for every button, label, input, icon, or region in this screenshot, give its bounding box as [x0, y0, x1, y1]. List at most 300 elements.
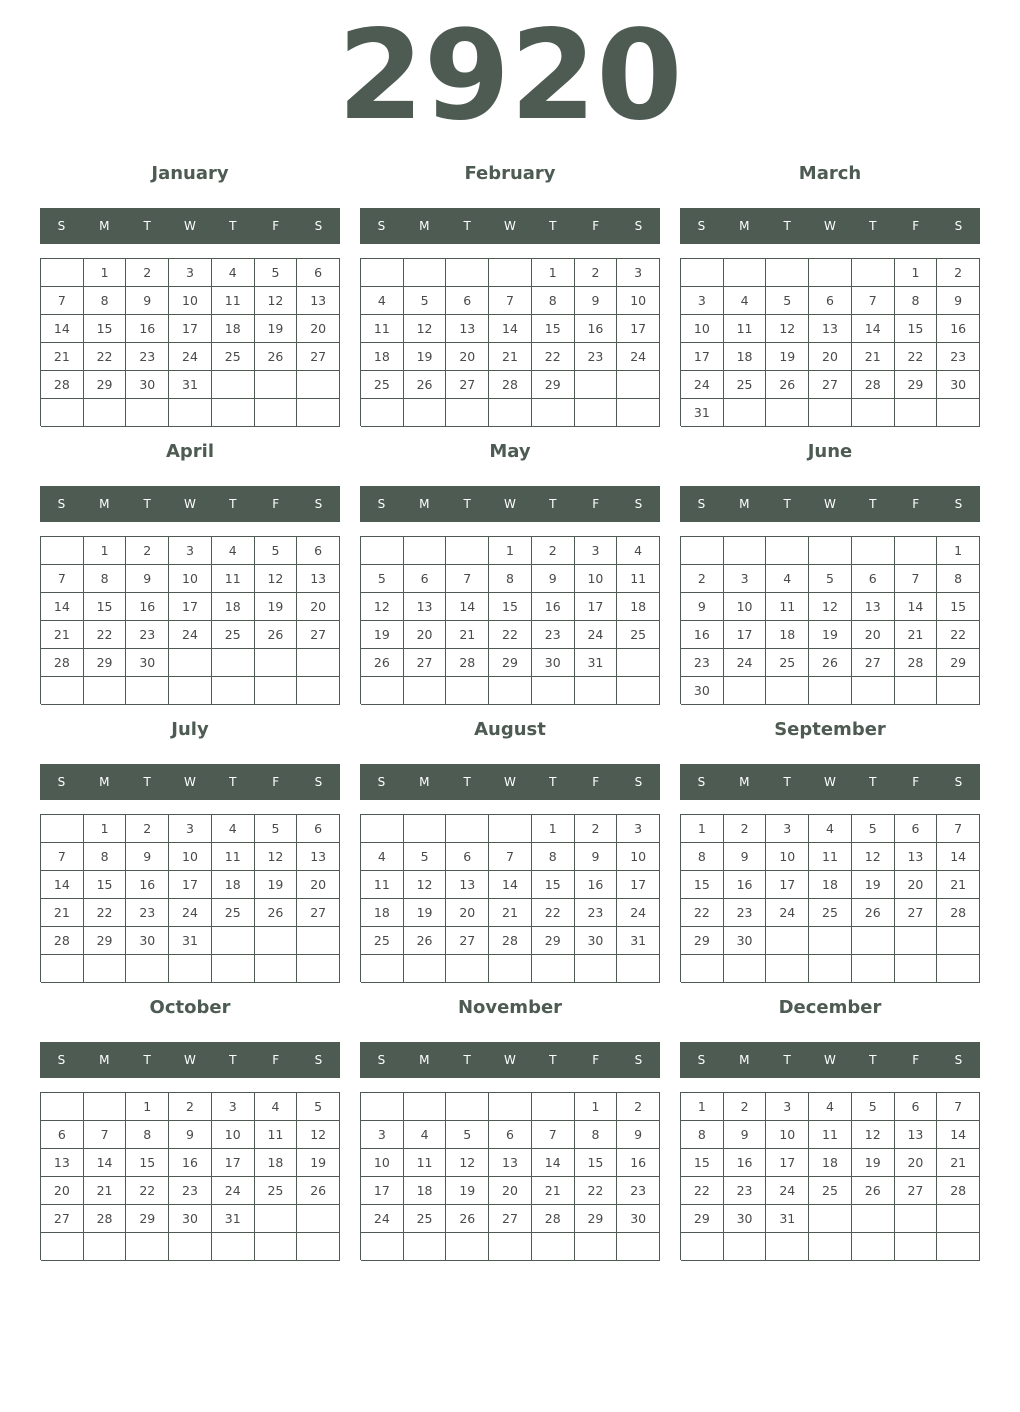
day-cell: 2: [532, 537, 575, 565]
day-cell: 1: [681, 815, 724, 843]
empty-cell: [212, 371, 255, 399]
day-cell: 30: [126, 927, 169, 955]
empty-cell: [297, 649, 340, 677]
day-cell: 4: [212, 537, 255, 565]
month-name: July: [171, 719, 209, 740]
day-cell: 18: [809, 871, 852, 899]
day-cell: 17: [169, 593, 212, 621]
day-cell: 18: [212, 871, 255, 899]
day-cell: 22: [681, 1177, 724, 1205]
day-cell: 13: [489, 1149, 532, 1177]
day-grid: [360, 1092, 660, 1260]
day-cell: 14: [446, 593, 489, 621]
day-cell: 2: [575, 259, 618, 287]
day-cell: 30: [126, 649, 169, 677]
day-cell: 16: [126, 315, 169, 343]
day-cell: 26: [766, 371, 809, 399]
month-name: February: [464, 163, 556, 184]
day-cell: 9: [575, 843, 618, 871]
day-cell: 10: [617, 287, 660, 315]
day-cell: 7: [852, 287, 895, 315]
day-cell: 28: [937, 899, 980, 927]
empty-cell: [617, 649, 660, 677]
day-cell: 16: [724, 871, 767, 899]
day-cell: 21: [41, 621, 84, 649]
empty-cell: [681, 537, 724, 565]
day-cell: 23: [126, 343, 169, 371]
day-cell: 8: [937, 565, 980, 593]
day-cell: 27: [297, 621, 340, 649]
weekday-label: T: [229, 1053, 237, 1067]
day-cell: 4: [809, 815, 852, 843]
day-cell: 4: [766, 565, 809, 593]
day-cell: 17: [575, 593, 618, 621]
day-cell: 11: [724, 315, 767, 343]
day-cell: 27: [446, 927, 489, 955]
empty-cell: [361, 677, 404, 705]
empty-cell: [852, 537, 895, 565]
empty-cell: [126, 399, 169, 427]
weekday-label: M: [419, 219, 430, 233]
weekday-header: [680, 764, 980, 800]
weekday-label: M: [419, 497, 430, 511]
day-cell: 8: [532, 287, 575, 315]
day-cell: 30: [532, 649, 575, 677]
day-cell: 28: [489, 927, 532, 955]
weekday-label: W: [504, 497, 516, 511]
day-cell: 13: [297, 843, 340, 871]
empty-cell: [446, 537, 489, 565]
day-cell: 5: [255, 815, 298, 843]
weekday-header: [40, 208, 340, 244]
empty-cell: [126, 1233, 169, 1261]
weekday-label: S: [57, 1053, 66, 1067]
weekday-label: T: [143, 775, 151, 789]
day-cell: 6: [852, 565, 895, 593]
empty-cell: [41, 1233, 84, 1261]
weekday-header: [360, 1042, 660, 1078]
day-cell: 7: [41, 287, 84, 315]
empty-cell: [852, 259, 895, 287]
day-cell: 13: [809, 315, 852, 343]
day-cell: 20: [297, 315, 340, 343]
day-cell: 14: [41, 871, 84, 899]
day-cell: 26: [255, 621, 298, 649]
day-cell: 17: [617, 871, 660, 899]
day-cell: 21: [41, 343, 84, 371]
empty-cell: [361, 955, 404, 983]
weekday-label: S: [57, 219, 66, 233]
day-cell: 23: [169, 1177, 212, 1205]
day-cell: 12: [404, 315, 447, 343]
empty-cell: [361, 1093, 404, 1121]
day-cell: 28: [532, 1205, 575, 1233]
empty-cell: [41, 955, 84, 983]
empty-cell: [724, 399, 767, 427]
day-cell: 17: [617, 315, 660, 343]
weekday-header: [680, 486, 980, 522]
empty-cell: [41, 677, 84, 705]
day-cell: 29: [489, 649, 532, 677]
day-cell: 4: [255, 1093, 298, 1121]
month-name: May: [489, 441, 531, 462]
day-cell: 25: [809, 899, 852, 927]
day-cell: 18: [361, 899, 404, 927]
day-cell: 24: [617, 899, 660, 927]
empty-cell: [575, 1233, 618, 1261]
empty-cell: [724, 677, 767, 705]
day-cell: 26: [809, 649, 852, 677]
day-cell: 6: [895, 815, 938, 843]
day-cell: 10: [617, 843, 660, 871]
day-cell: 30: [937, 371, 980, 399]
day-cell: 31: [169, 371, 212, 399]
empty-cell: [895, 399, 938, 427]
month-name: October: [149, 997, 231, 1018]
empty-cell: [809, 955, 852, 983]
day-cell: 19: [852, 1149, 895, 1177]
day-cell: 28: [41, 371, 84, 399]
day-cell: 17: [361, 1177, 404, 1205]
day-cell: 25: [212, 343, 255, 371]
empty-cell: [361, 1233, 404, 1261]
day-cell: 8: [84, 287, 127, 315]
weekday-label: S: [377, 219, 386, 233]
day-grid: [680, 258, 980, 426]
weekday-label: T: [783, 1053, 791, 1067]
empty-cell: [404, 1093, 447, 1121]
empty-cell: [212, 649, 255, 677]
empty-cell: [809, 537, 852, 565]
empty-cell: [724, 955, 767, 983]
day-cell: 21: [489, 343, 532, 371]
empty-cell: [937, 927, 980, 955]
day-cell: 9: [169, 1121, 212, 1149]
day-cell: 19: [852, 871, 895, 899]
day-cell: 18: [809, 1149, 852, 1177]
day-cell: 1: [84, 259, 127, 287]
empty-cell: [297, 1205, 340, 1233]
empty-cell: [937, 1205, 980, 1233]
day-cell: 22: [84, 621, 127, 649]
day-cell: 25: [361, 371, 404, 399]
day-cell: 9: [126, 843, 169, 871]
day-cell: 11: [212, 843, 255, 871]
day-cell: 20: [895, 1149, 938, 1177]
weekday-label: M: [739, 219, 750, 233]
empty-cell: [297, 927, 340, 955]
empty-cell: [852, 399, 895, 427]
day-cell: 30: [126, 371, 169, 399]
empty-cell: [41, 815, 84, 843]
day-cell: 29: [84, 927, 127, 955]
weekday-label: S: [57, 497, 66, 511]
day-grid: [360, 536, 660, 704]
weekday-label: T: [143, 1053, 151, 1067]
day-cell: 5: [766, 287, 809, 315]
day-cell: 10: [361, 1149, 404, 1177]
day-cell: 5: [852, 815, 895, 843]
empty-cell: [169, 399, 212, 427]
day-cell: 26: [852, 899, 895, 927]
weekday-label: T: [229, 775, 237, 789]
day-grid: [40, 1092, 340, 1260]
day-cell: 3: [617, 815, 660, 843]
empty-cell: [41, 1093, 84, 1121]
day-cell: 22: [575, 1177, 618, 1205]
day-cell: 15: [532, 315, 575, 343]
empty-cell: [84, 1233, 127, 1261]
weekday-label: W: [824, 497, 836, 511]
weekday-label: S: [377, 775, 386, 789]
empty-cell: [404, 537, 447, 565]
weekday-label: T: [143, 497, 151, 511]
empty-cell: [404, 815, 447, 843]
day-cell: 13: [404, 593, 447, 621]
day-cell: 8: [575, 1121, 618, 1149]
day-cell: 25: [617, 621, 660, 649]
day-cell: 2: [169, 1093, 212, 1121]
day-cell: 11: [809, 843, 852, 871]
day-cell: 7: [937, 815, 980, 843]
day-cell: 28: [852, 371, 895, 399]
day-cell: 16: [532, 593, 575, 621]
empty-cell: [724, 537, 767, 565]
day-cell: 11: [212, 565, 255, 593]
day-cell: 14: [489, 315, 532, 343]
day-cell: 17: [681, 343, 724, 371]
day-cell: 14: [41, 315, 84, 343]
empty-cell: [937, 399, 980, 427]
day-cell: 31: [169, 927, 212, 955]
day-cell: 12: [852, 1121, 895, 1149]
day-cell: 15: [489, 593, 532, 621]
weekday-label: T: [463, 775, 471, 789]
day-cell: 25: [212, 899, 255, 927]
day-cell: 25: [212, 621, 255, 649]
day-cell: 15: [126, 1149, 169, 1177]
empty-cell: [489, 399, 532, 427]
day-cell: 20: [446, 899, 489, 927]
empty-cell: [575, 371, 618, 399]
day-grid: [40, 536, 340, 704]
day-cell: 2: [681, 565, 724, 593]
weekday-label: T: [463, 219, 471, 233]
day-cell: 10: [212, 1121, 255, 1149]
day-cell: 11: [404, 1149, 447, 1177]
weekday-label: W: [824, 775, 836, 789]
day-cell: 17: [766, 1149, 809, 1177]
weekday-label: T: [463, 497, 471, 511]
day-cell: 5: [446, 1121, 489, 1149]
day-cell: 8: [84, 843, 127, 871]
day-cell: 15: [532, 871, 575, 899]
day-cell: 5: [361, 565, 404, 593]
year-title: 2920: [337, 4, 683, 148]
day-cell: 28: [84, 1205, 127, 1233]
day-cell: 5: [809, 565, 852, 593]
day-cell: 6: [297, 537, 340, 565]
day-cell: 21: [446, 621, 489, 649]
weekday-label: W: [184, 497, 196, 511]
weekday-label: M: [739, 1053, 750, 1067]
day-cell: 13: [297, 287, 340, 315]
day-cell: 14: [937, 1121, 980, 1149]
day-cell: 28: [41, 649, 84, 677]
empty-cell: [404, 677, 447, 705]
empty-cell: [297, 955, 340, 983]
empty-cell: [446, 1093, 489, 1121]
empty-cell: [937, 677, 980, 705]
empty-cell: [489, 955, 532, 983]
day-cell: 6: [446, 843, 489, 871]
day-cell: 16: [575, 315, 618, 343]
day-cell: 28: [446, 649, 489, 677]
day-cell: 12: [809, 593, 852, 621]
empty-cell: [126, 955, 169, 983]
day-cell: 31: [681, 399, 724, 427]
weekday-label: T: [549, 775, 557, 789]
day-cell: 3: [361, 1121, 404, 1149]
empty-cell: [361, 259, 404, 287]
day-cell: 18: [361, 343, 404, 371]
empty-cell: [809, 399, 852, 427]
empty-cell: [212, 677, 255, 705]
day-cell: 19: [404, 899, 447, 927]
day-cell: 29: [575, 1205, 618, 1233]
weekday-label: F: [272, 219, 280, 233]
empty-cell: [895, 927, 938, 955]
day-cell: 11: [212, 287, 255, 315]
empty-cell: [617, 399, 660, 427]
day-cell: 3: [724, 565, 767, 593]
day-cell: 29: [532, 371, 575, 399]
day-cell: 19: [446, 1177, 489, 1205]
day-cell: 27: [809, 371, 852, 399]
day-cell: 21: [937, 1149, 980, 1177]
day-cell: 22: [681, 899, 724, 927]
empty-cell: [766, 399, 809, 427]
empty-cell: [895, 1205, 938, 1233]
empty-cell: [895, 955, 938, 983]
day-cell: 13: [895, 843, 938, 871]
day-cell: 21: [532, 1177, 575, 1205]
empty-cell: [852, 955, 895, 983]
empty-cell: [724, 259, 767, 287]
empty-cell: [532, 677, 575, 705]
day-cell: 28: [895, 649, 938, 677]
day-cell: 20: [297, 871, 340, 899]
weekday-label: S: [634, 497, 643, 511]
day-cell: 23: [937, 343, 980, 371]
day-cell: 8: [126, 1121, 169, 1149]
empty-cell: [41, 259, 84, 287]
day-cell: 15: [84, 315, 127, 343]
day-cell: 27: [41, 1205, 84, 1233]
day-cell: 5: [852, 1093, 895, 1121]
weekday-label: F: [912, 219, 920, 233]
weekday-label: T: [143, 219, 151, 233]
day-cell: 9: [724, 843, 767, 871]
day-cell: 17: [169, 871, 212, 899]
day-grid: [40, 258, 340, 426]
weekday-label: W: [504, 1053, 516, 1067]
day-cell: 24: [169, 621, 212, 649]
day-cell: 6: [297, 815, 340, 843]
day-cell: 5: [255, 537, 298, 565]
empty-cell: [404, 399, 447, 427]
day-cell: 20: [404, 621, 447, 649]
empty-cell: [489, 1233, 532, 1261]
day-cell: 26: [297, 1177, 340, 1205]
day-cell: 29: [681, 1205, 724, 1233]
day-cell: 3: [766, 815, 809, 843]
day-cell: 29: [937, 649, 980, 677]
day-cell: 3: [212, 1093, 255, 1121]
day-cell: 23: [681, 649, 724, 677]
empty-cell: [446, 259, 489, 287]
day-cell: 29: [895, 371, 938, 399]
weekday-label: S: [377, 497, 386, 511]
day-cell: 18: [212, 315, 255, 343]
empty-cell: [446, 955, 489, 983]
weekday-label: T: [549, 219, 557, 233]
day-cell: 9: [575, 287, 618, 315]
day-cell: 10: [169, 287, 212, 315]
empty-cell: [255, 1233, 298, 1261]
empty-cell: [255, 649, 298, 677]
empty-cell: [212, 927, 255, 955]
weekday-label: F: [592, 1053, 600, 1067]
day-cell: 28: [41, 927, 84, 955]
empty-cell: [809, 927, 852, 955]
day-cell: 20: [41, 1177, 84, 1205]
day-cell: 7: [489, 287, 532, 315]
day-cell: 4: [361, 843, 404, 871]
day-cell: 30: [724, 1205, 767, 1233]
empty-cell: [575, 399, 618, 427]
month-name: January: [151, 163, 229, 184]
empty-cell: [766, 537, 809, 565]
empty-cell: [84, 1093, 127, 1121]
empty-cell: [575, 677, 618, 705]
day-cell: 11: [361, 315, 404, 343]
weekday-label: S: [697, 497, 706, 511]
day-cell: 29: [681, 927, 724, 955]
weekday-header: [360, 208, 660, 244]
weekday-label: M: [99, 219, 110, 233]
day-cell: 1: [681, 1093, 724, 1121]
day-cell: 16: [575, 871, 618, 899]
empty-cell: [255, 1205, 298, 1233]
day-cell: 24: [681, 371, 724, 399]
day-cell: 16: [937, 315, 980, 343]
empty-cell: [169, 1233, 212, 1261]
day-cell: 14: [84, 1149, 127, 1177]
day-cell: 24: [169, 899, 212, 927]
day-cell: 12: [446, 1149, 489, 1177]
month-name: November: [457, 997, 563, 1018]
day-cell: 18: [724, 343, 767, 371]
weekday-label: M: [739, 775, 750, 789]
day-cell: 6: [895, 1093, 938, 1121]
day-cell: 6: [41, 1121, 84, 1149]
day-cell: 10: [766, 843, 809, 871]
day-cell: 24: [361, 1205, 404, 1233]
day-cell: 1: [532, 815, 575, 843]
day-cell: 19: [809, 621, 852, 649]
weekday-label: S: [697, 1053, 706, 1067]
